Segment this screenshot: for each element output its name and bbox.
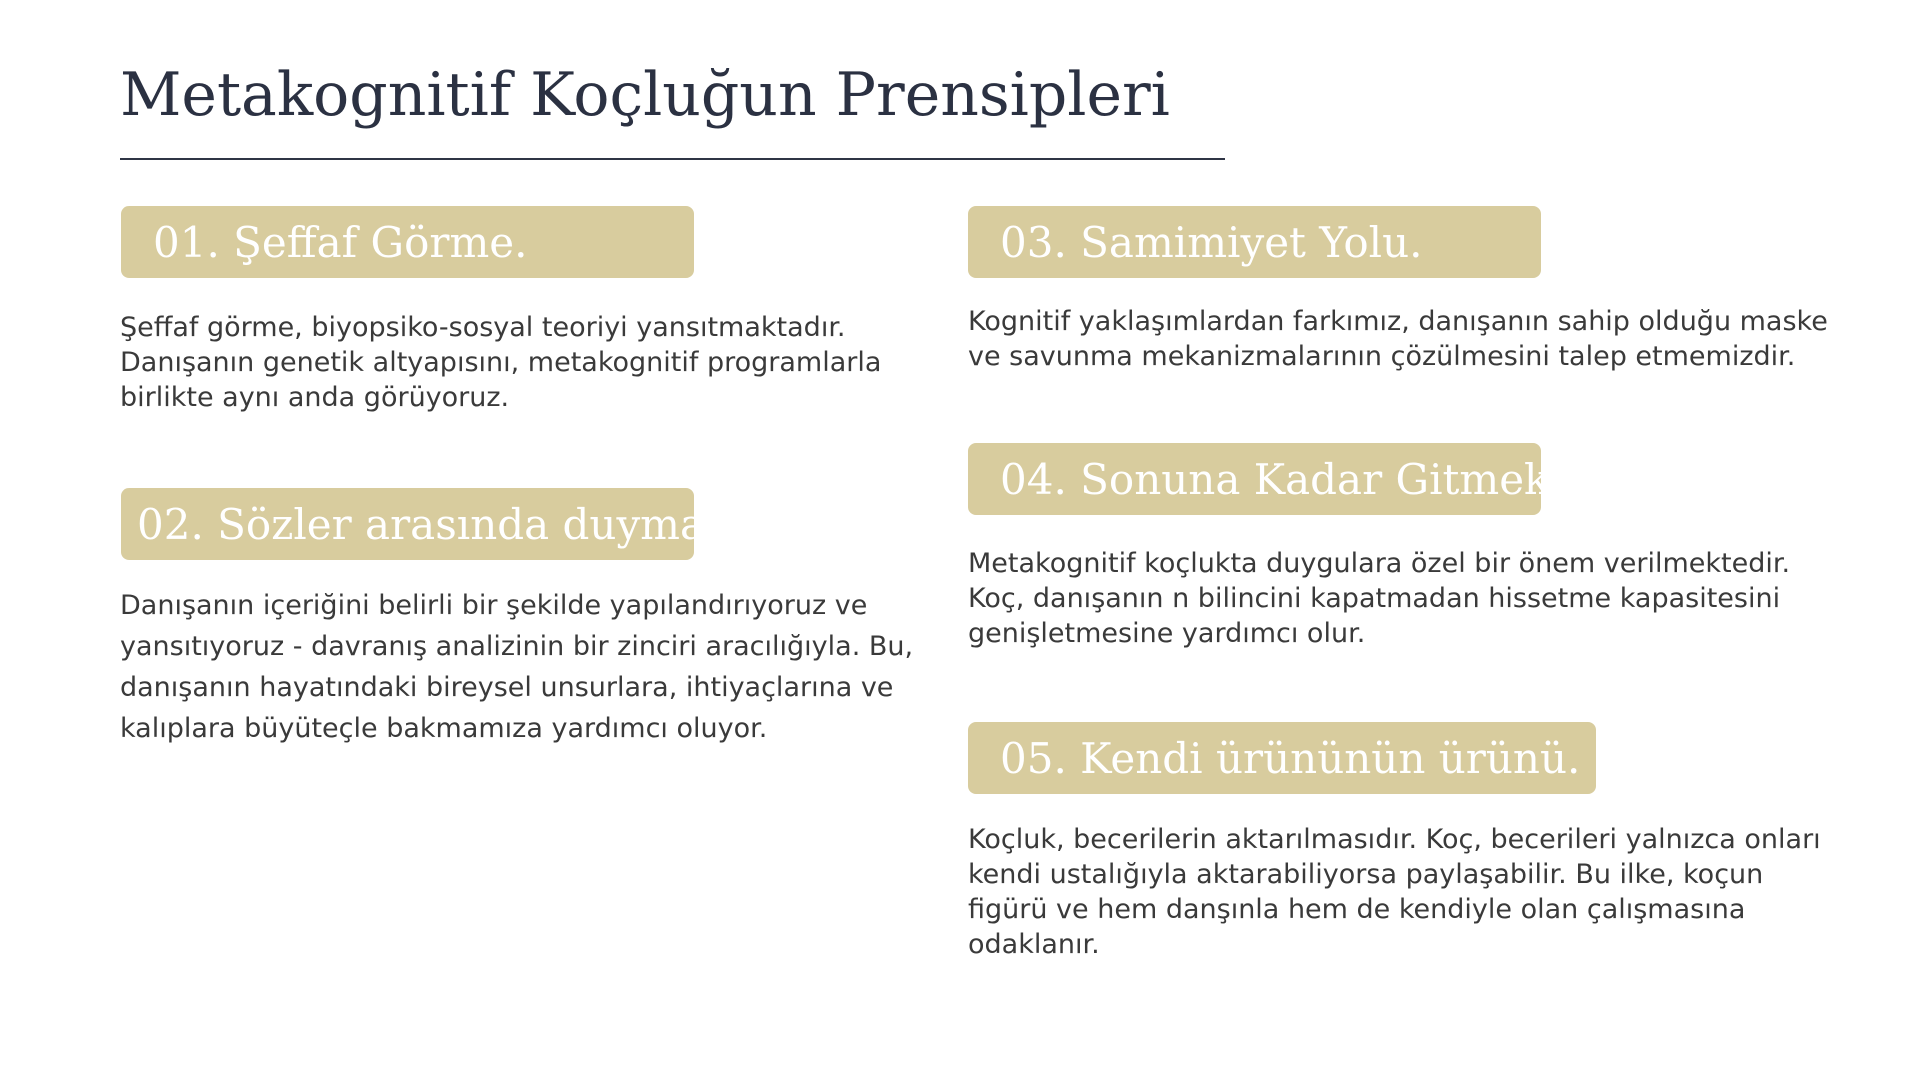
principle-1-heading: 01. Şeffaf Görme. (121, 206, 694, 278)
principle-2-heading: 02. Sözler arasında duymak. (121, 488, 694, 560)
principle-3-heading: 03. Samimiyet Yolu. (968, 206, 1541, 278)
principle-5-body: Koçluk, becerilerin aktarılmasıdır. Koç, becerileri yalnızca onları kendi ustalığıyla aktarabiliyorsa paylaşabilir. Bu ilke, koçun figürü ve hem danşınla hem de kendiyle olan çalışmasına odaklanır. (968, 824, 1821, 960)
principle-1-body: Şeffaf görme, biyopsiko-sosyal teoriyi yansıtmaktadır. Danışanın genetik altyapısını, metakognitif programlarla birlikte aynı anda görüyoruz. (120, 312, 882, 413)
principle-2-body: Danışanın içeriğini belirli bir şekilde yapılandırıyoruz ve yansıtıyoruz - davranış analizinin bir zinciri aracılığıyla. Bu, danışanın hayatındaki bireysel unsurlara, ihtiyaçlarına ve kalıplara büyüteçle bakmamıza yardımcı oluyor. (120, 590, 914, 744)
title-divider (120, 158, 1225, 160)
page-title: Metakognitif Koçluğun Prensipleri (120, 60, 1170, 130)
principle-4-heading: 04. Sonuna Kadar Gitmek. (968, 443, 1541, 515)
principle-5-heading: 05. Kendi ürününün ürünü. (968, 722, 1596, 794)
principle-3-body: Kognitif yaklaşımlardan farkımız, danışanın sahip olduğu maske ve savunma mekanizmalarının çözülmesini talep etmemizdir. (968, 306, 1828, 372)
principle-4-body: Metakognitif koçlukta duygulara özel bir önem verilmektedir. Koç, danışanın n bilincini kapatmadan hissetme kapasitesini genişletmesine yardımcı olur. (968, 548, 1791, 649)
